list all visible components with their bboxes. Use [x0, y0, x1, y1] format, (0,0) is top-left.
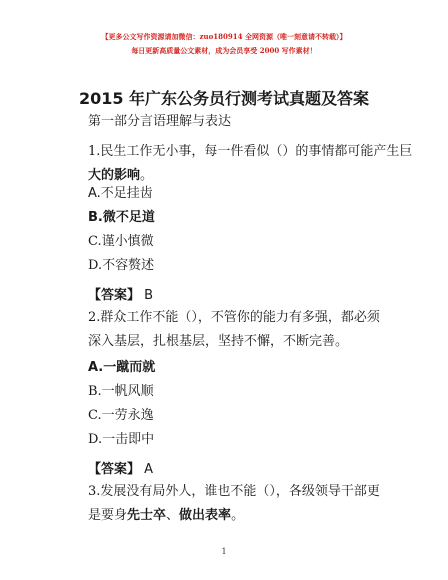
q1-option-b: B.微不足道 [88, 210, 155, 225]
document-title: 2015 年广东公务员行测考试真题及答案 [78, 89, 370, 108]
q1-option-a: A.不足挂齿 [88, 186, 153, 201]
q1-option-c: C.谨小慎微 [88, 234, 154, 249]
answer-tag: 【答案】 [88, 462, 141, 477]
question-3-bold-1: 先士卒 [127, 508, 167, 523]
q2-option-b: B.一帆风顺 [88, 384, 154, 399]
promo-banner-line-1: 【更多公文写作资源请加微信：zuo180914 全网资源（唯一刻意请不转载）】 [101, 32, 347, 41]
answer-value: A [144, 462, 154, 477]
question-1-text [88, 140, 413, 188]
question-1-line-2 [88, 164, 384, 188]
question-1-end: 。 [140, 168, 154, 183]
question-3-bold-2: 做出表率 [179, 508, 232, 523]
q2-option-c: C.一劳永逸 [88, 408, 154, 423]
page-number: 1 [221, 547, 227, 556]
question-3-end: 。 [231, 508, 245, 523]
q2-answer [88, 458, 153, 477]
answer-value: B [144, 288, 154, 303]
section-heading: 第一部分言语理解与表达 [88, 114, 232, 129]
question-2-text: 2.群众工作不能（），不管你的能力有多强，都必须深入基层，扎根基层，坚持不懈，不断完善。 [88, 310, 380, 349]
promo-banner-line-2: 每日更新高质量公文素材，成为会员享受 2000 写作素材！ [131, 46, 317, 55]
q2-option-a: A.一蹴而就 [88, 360, 156, 375]
question-3-mid: 、 [166, 508, 180, 523]
question-1-bold-phrase: 大的影响 [88, 168, 141, 183]
answer-tag: 【答案】 [88, 288, 141, 303]
question-3-start: 3.发展没有局外人，谁也不能（），各级领导干部更是要身 [88, 484, 380, 523]
q1-answer [88, 284, 153, 303]
q2-option-d: D.一击即中 [88, 432, 155, 447]
question-3-text [88, 480, 384, 528]
q1-option-d: D.不容赘述 [88, 258, 155, 273]
question-1-line-1: 1.民生工作无小事，每一件看似（）的事情都可能产生巨 [88, 144, 413, 159]
